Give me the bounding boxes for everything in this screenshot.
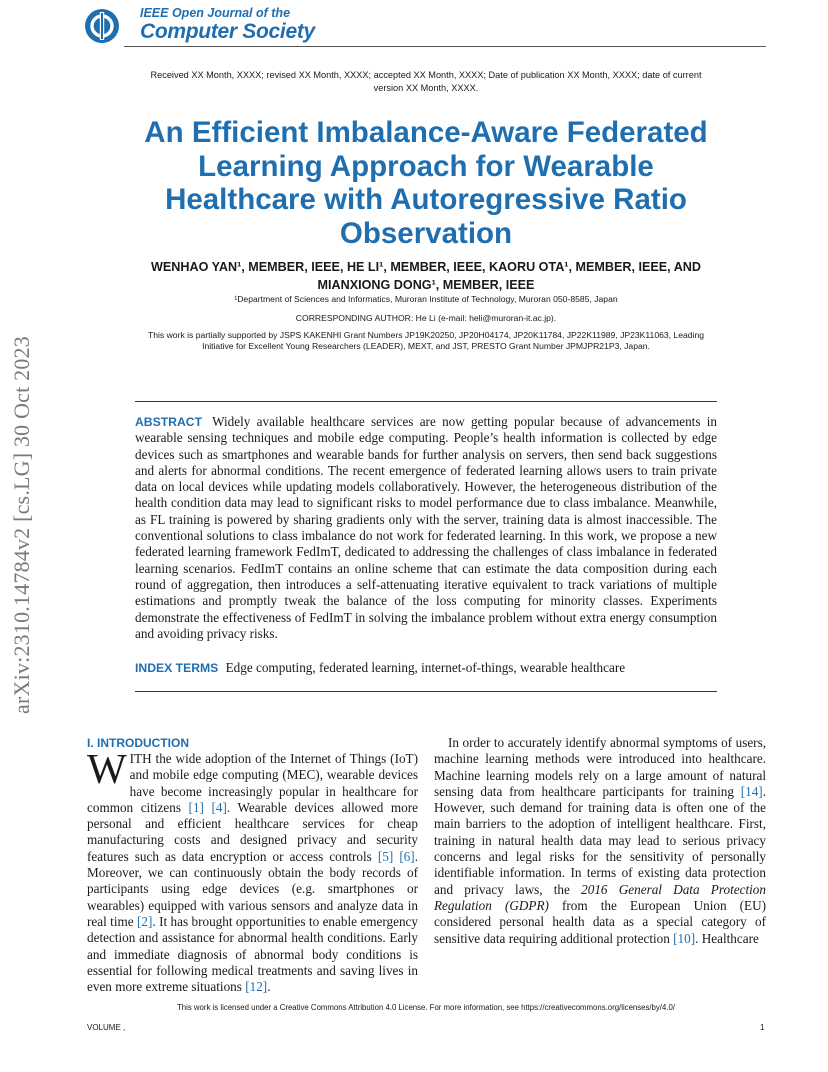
affiliation: ¹Department of Sciences and Informatics, Muroran Institute of Technology, Muroran 050-8585, Japan bbox=[234, 294, 618, 304]
abstract-bottom-rule bbox=[135, 691, 717, 692]
abstract-top-rule bbox=[135, 401, 717, 402]
intro-paragraph-1: WITH the wide adoption of the Internet of Things (IoT) and mobile edge computing (MEC), wearable devices have become increasingly popular in healthcare for common citizens [1] [4]. Wearable devices allowed more personal and efficient healthcare services for cheap manufacturing costs and designed privacy and security features such as data encryption or access controls [5] [6]. Moreover, we can continuously obtain the body records of participants using edge devices (e.g. smartphones or wearables) equipped with various sensors and analyze data in real time [2]. It has brought opportunities to enable emergency detection and assistance for abnormal health conditions. Early and immediate diagnosis of abnormal body conditions is essential for following medical treatments and saving lives in even more extreme situations [12]. bbox=[87, 747, 419, 995]
volume-label: VOLUME , bbox=[87, 1023, 126, 1032]
index-terms-label: INDEX TERMS bbox=[135, 661, 219, 675]
citation-link[interactable]: [2] bbox=[137, 913, 153, 929]
header-rule bbox=[124, 46, 766, 47]
journal-name-line1: IEEE Open Journal of the bbox=[140, 6, 291, 20]
intro-text: . Healthcare bbox=[695, 930, 759, 946]
body-column-right bbox=[434, 735, 766, 947]
intro-text: . However, such demand for training data is often one of the main barriers to the adoption of intelligent healthcare. First, training in natural health data may lead to serious privacy concerns and legal risks for the sensitivity of personally identifiable information. In terms of existing data protection and privacy laws, the bbox=[434, 783, 766, 897]
citation-link[interactable]: [14] bbox=[740, 783, 763, 799]
index-terms bbox=[135, 660, 717, 676]
gdpr-reference: 2016 General Data Protection Regulation (GDPR) bbox=[434, 881, 766, 913]
corresponding-author: CORRESPONDING AUTHOR: He Li (e-mail: heli@muroran-it.ac.jp). bbox=[295, 313, 557, 323]
arxiv-sidebar bbox=[2, 290, 42, 760]
license-note: This work is licensed under a Creative Commons Attribution 4.0 License. For more information, see https://creativecommons.org/licenses/by/4.0/ bbox=[177, 1003, 675, 1012]
paper-title: An Efficient Imbalance-Aware Federated Learning Approach for Wearable Healthcare with Autoregressive Ratio Observation bbox=[144, 116, 708, 250]
intro-text: . Moreover, we can continuously obtain the body records of participants using edge devices (e.g. smartphones or wearables) equipped with various sensors and analyze data in real time bbox=[87, 848, 418, 929]
abstract bbox=[135, 414, 717, 642]
citation-link[interactable]: [1] bbox=[188, 799, 204, 815]
intro-text: . It has brought opportunities to enable emergency detection and assistance for abnormal health conditions. Early and immediate diagnosis of abnormal body conditions is essential for following medical treatments and saving lives in even more extreme situations bbox=[87, 913, 418, 995]
index-terms-text: Edge computing, federated learning, internet-of-things, wearable healthcare bbox=[225, 660, 626, 675]
intro-text: . Wearable devices allowed more personal and efficient healthcare services for cheap manufacturing costs and designed privacy and security features such as data encryption or access controls bbox=[87, 799, 419, 864]
author-list: WENHAO YAN¹, MEMBER, IEEE, HE LI¹, MEMBER, IEEE, KAORU OTA¹, MEMBER, IEEE, AND MIANXIONG DONG¹, MEMBER, IEEE bbox=[151, 260, 701, 292]
body-column-left bbox=[87, 735, 418, 995]
received-dates: Received XX Month, XXXX; revised XX Month, XXXX; accepted XX Month, XXXX; Date of publication XX Month, XXXX; date of current version XX Month, XXXX. bbox=[150, 70, 702, 93]
intro-text: In order to accurately identify abnormal symptoms of users, machine learning methods were introduced into healthcare. Machine learning models rely on a large amount of natural sensing data from healthcare participants for training bbox=[434, 735, 766, 799]
citation-link[interactable]: [4] bbox=[211, 799, 227, 815]
intro-paragraph-2 bbox=[434, 735, 766, 947]
drop-cap: W bbox=[87, 747, 127, 793]
abstract-text: Widely available healthcare services are now getting popular because of advancements in wearable sensing techniques and mobile edge computing. People’s health information is collected by edge devices such as smartphones and wearable bands for further analysis on servers, then send back suggestions and alerts for abnormal conditions. The recent emergence of federated learning allows users to train private data on local devices while updating models collaboratively. However, the heterogeneous distribution of the health condition data may lead to significant risks to model performance due to class imbalance. Meanwhile, as FL training is powered by sharing gradients only with the server, training data is almost inaccessible. The conventional solutions to class imbalance do not work for federated learning. In this work, we propose a new federated learning framework FedImT, dedicated to addressing the challenges of class imbalance in federated learning scenarios. FedImT contains an online scheme that can estimate the data composition during each round of aggregation, then introduces a self-attenuating iterative equivalent to track variations of multiple estimations and promptly tweak the balance of the loss computing for minority classes. Experiments demonstrate the effectiveness of FedImT in solving the imbalance problem without extra energy consumption and avoiding privacy risks. bbox=[135, 414, 718, 641]
section-heading-introduction: I. INTRODUCTION bbox=[87, 736, 189, 750]
citation-link[interactable]: [12] bbox=[245, 979, 268, 995]
funding-note: This work is partially supported by JSPS KAKENHI Grant Numbers JP19K20250, JP20H04174, JP20K11784, JP22K11989, JP23K11063, Leading Initiative for Excellent Young Researchers (LEADER), MEXT, and JST, PRESTO Grant Number JPMJPR21P3, Japan. bbox=[147, 330, 705, 351]
citation-link[interactable]: [5] bbox=[377, 848, 394, 864]
citation-link[interactable]: [10] bbox=[673, 930, 696, 946]
citation-link[interactable]: [6] bbox=[399, 848, 415, 864]
intro-text: from the European Union (EU) considered personal health data as a special category of sensitive data requiring additional protection bbox=[434, 897, 767, 946]
page-number: 1 bbox=[760, 1023, 765, 1032]
ieee-computer-society-logo bbox=[84, 8, 120, 44]
intro-text: ITH the wide adoption of the Internet of Things (IoT) and mobile edge computing (MEC), wearable devices have become increasingly popular in healthcare for common citizens bbox=[87, 751, 418, 815]
abstract-label: ABSTRACT bbox=[135, 415, 203, 429]
journal-name-line2: Computer Society bbox=[140, 20, 315, 43]
arxiv-identifier: arXiv:2310.14784v2 [cs.LG] 30 Oct 2023 bbox=[9, 336, 34, 714]
